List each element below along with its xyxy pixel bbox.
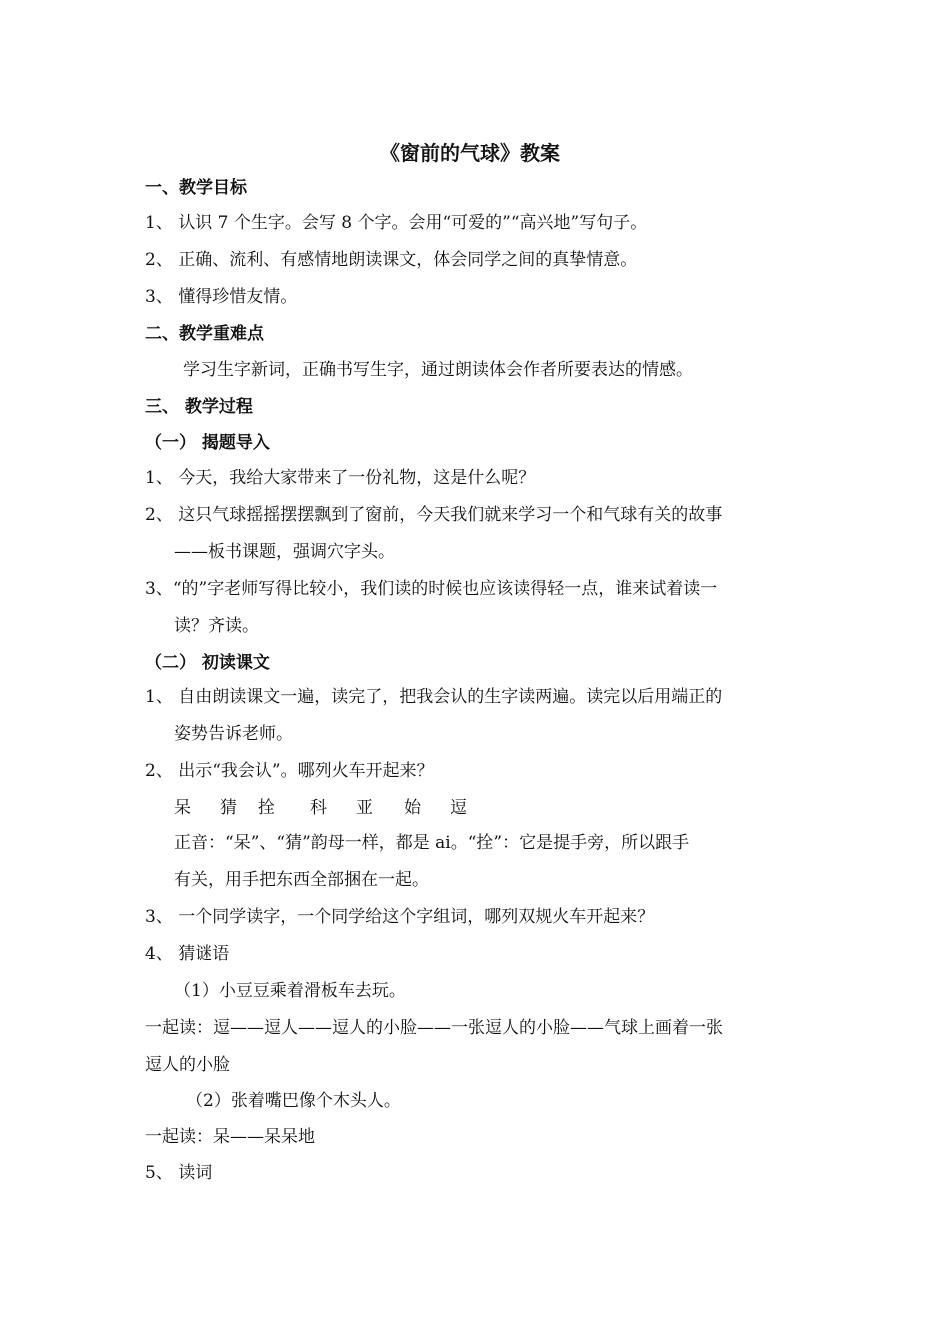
section-heading-key-points: 二、教学重难点 (145, 324, 264, 344)
list-item: 2、 这只气球摇摇摆摆飘到了窗前，今天我们就来学习一个和气球有关的故事 (145, 505, 723, 525)
list-item: 1、 认识 7 个生字。会写 8 个字。会用“可爱的”“高兴地”写句子。 (145, 213, 648, 233)
list-item: 3、 一个同学读字，一个同学给这个字组词，哪列双规火车开起来？ (145, 907, 655, 927)
character: 始 (404, 798, 421, 818)
list-item: 2、 正确、流利、有感情地朗读课文，体会同学之间的真挚情意。 (145, 250, 638, 270)
page-title: 《窗前的气球》教案 (380, 141, 560, 165)
list-item-continuation: 姿势告诉老师。 (174, 724, 293, 744)
paragraph-continuation: 逗人的小脸 (145, 1055, 230, 1075)
list-item-continuation: 读？齐读。 (174, 616, 259, 636)
list-item: 5、 读词 (145, 1163, 213, 1183)
paragraph: 一起读：呆——呆呆地 (145, 1127, 315, 1147)
character: 逗 (450, 798, 467, 818)
character: 亚 (356, 798, 373, 818)
paragraph: 一起读：逗——逗人——逗人的小脸——一张逗人的小脸——气球上画着一张 (145, 1018, 723, 1038)
section-heading-process: 三、 教学过程 (145, 397, 253, 417)
subsection-heading-intro: （一） 揭题导入 (145, 433, 270, 453)
character: 呆 (174, 798, 191, 818)
character: 拴 (258, 798, 275, 818)
character: 猜 (220, 798, 237, 818)
list-item: 1、 今天，我给大家带来了一份礼物，这是什么呢？ (145, 468, 536, 488)
paragraph: 正音：“呆”、“猜”韵母一样，都是 ai。“拴”：它是提手旁，所以跟手 (174, 833, 690, 853)
subsection-heading-first-reading: （二） 初读课文 (145, 653, 270, 673)
list-item-continuation: ——板书课题，强调穴字头。 (174, 542, 395, 562)
list-item: 3、 懂得珍惜友情。 (145, 287, 298, 307)
riddle-item: （2）张着嘴巴像个木头人。 (186, 1091, 401, 1111)
list-item: 3、“的”字老师写得比较小，我们读的时候也应该读得轻一点，谁来试着读一 (145, 579, 718, 599)
list-item: 2、 出示“我会认”。哪列火车开起来？ (145, 761, 434, 781)
character: 科 (310, 798, 327, 818)
paragraph-continuation: 有关，用手把东西全部捆在一起。 (174, 870, 429, 890)
paragraph: 学习生字新词，正确书写生字，通过朗读体会作者所要表达的情感。 (183, 360, 693, 380)
section-heading-objectives: 一、教学目标 (145, 178, 247, 198)
list-item: 4、 猜谜语 (145, 944, 230, 964)
riddle-item: （1）小豆豆乘着滑板车去玩。 (174, 981, 406, 1001)
list-item: 1、 自由朗读课文一遍，读完了，把我会认的生字读两遍。读完以后用端正的 (145, 687, 723, 707)
